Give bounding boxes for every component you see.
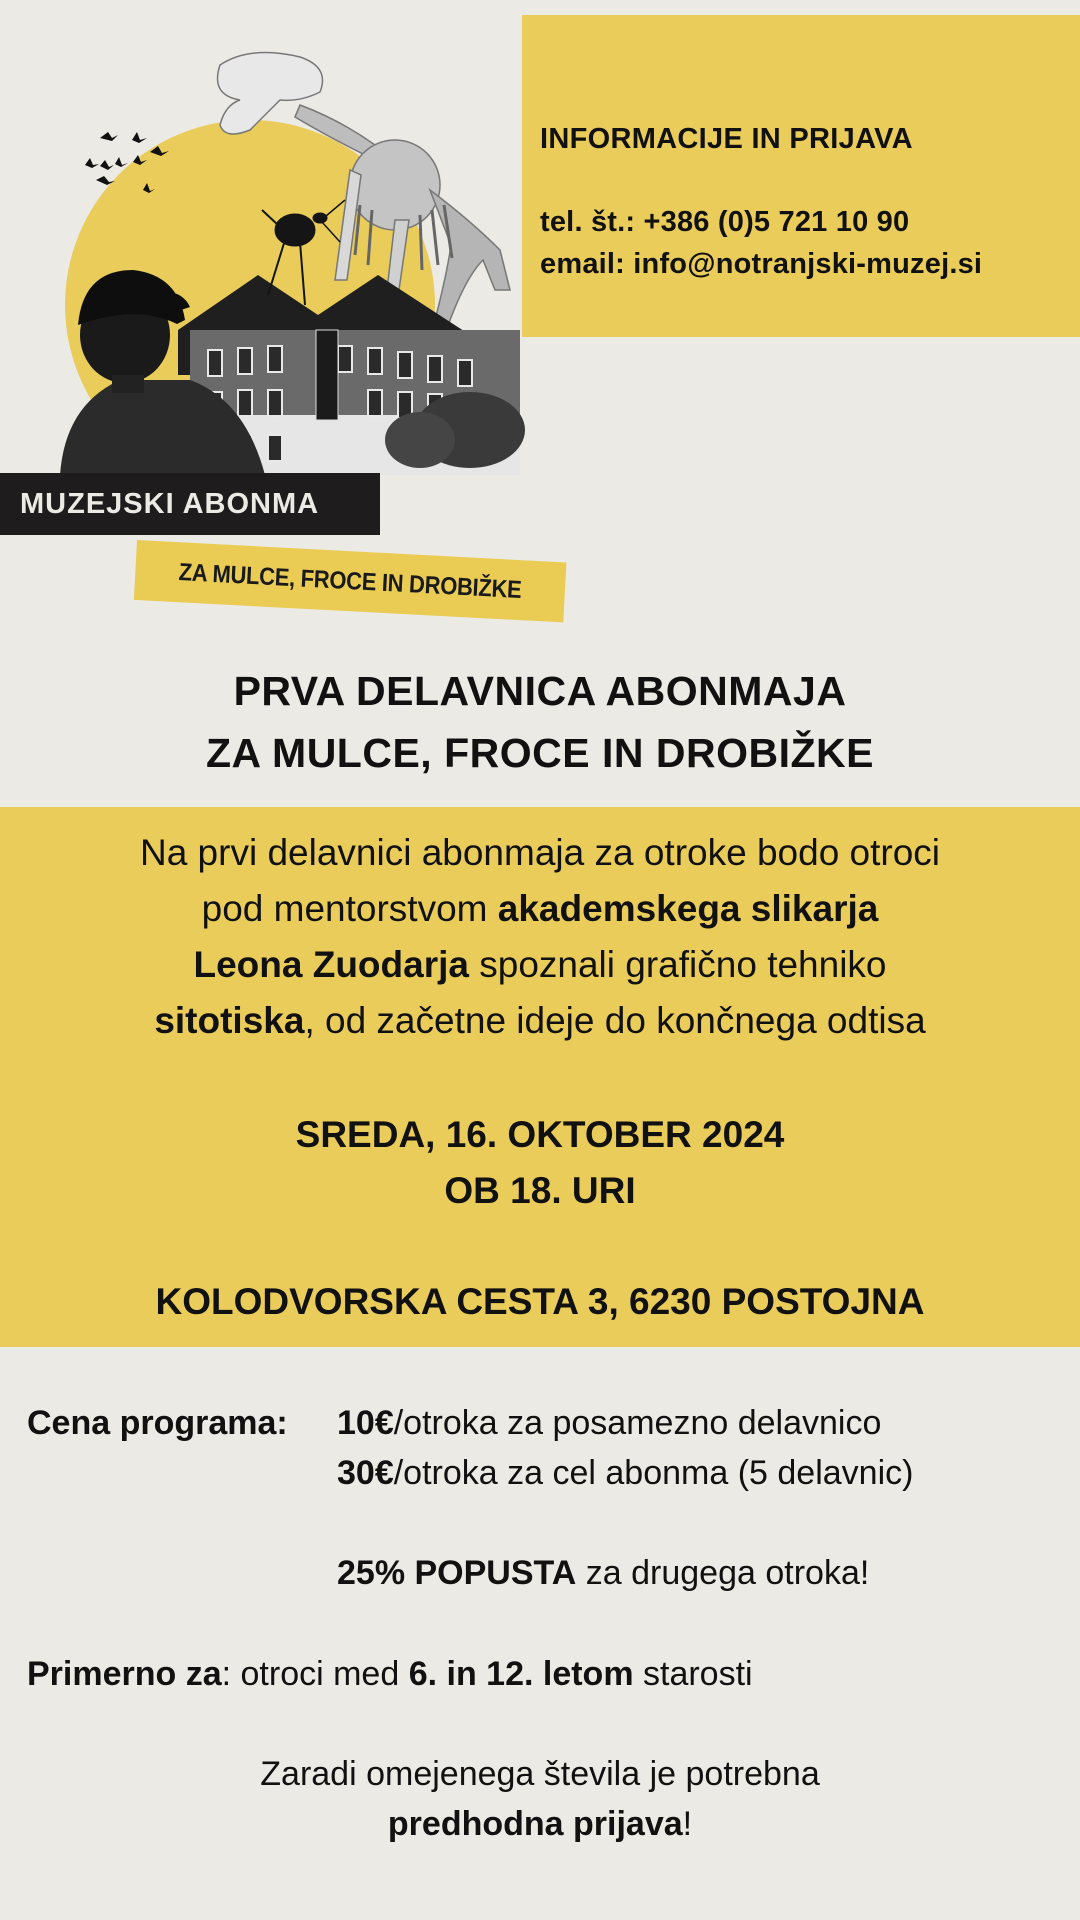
headline	[0, 660, 1080, 784]
info-title: INFORMACIJE IN PRIJAVA	[540, 123, 913, 155]
pricing-label: Cena programa:	[27, 1404, 288, 1442]
poster: INFORMACIJE IN PRIJAVA tel. št.: +386 (0)5 721 10 90 email: info@notranjski-muzej.si MUZEJSKI ABONMA ZA MULCE, FROCE IN DROBIŽKE PRVA DELAVNICA ABONMAJA ZA MULCE, FROCE IN DROBIŽKE Na prvi delavnici abonmaja za otroke bodo otroci pod mentorstvom akademskega slikarja Leona Zuodarja spoznali grafično tehniko sitotiska, od začetne ideje do končnega odtisa SREDA, 16. OKTOBER 2024 OB 18. URI KOLODVORSKA CESTA 3, 6230 POSTOJNA Cena programa: 10€/otroka za posamezno delavnico 30€/otroka za cel abonma (5 delavnic) 25% POPUSTA za drugega otroka! Primerno za: otroci med 6. in 12. letom starosti Zaradi omejenega števila je potrebna predhodna prijava!	[0, 0, 1080, 1920]
banner-subtitle: ZA MULCE, FROCE IN DROBIŽKE	[178, 557, 523, 604]
technique-name: sitotiska	[154, 1000, 305, 1041]
headline-line-2: ZA MULCE, FROCE IN DROBIŽKE	[206, 730, 874, 776]
event-time: OB 18. URI	[444, 1170, 636, 1211]
description-line-4: sitotiska, od začetne ideje do končnega odtisa	[154, 1000, 926, 1041]
registration-required: predhodna prijava	[387, 1805, 683, 1843]
description-line-1: Na prvi delavnici abonmaja za otroke bodo otroci	[139, 832, 941, 873]
email-address[interactable]: email: info@notranjski-muzej.si	[540, 248, 983, 280]
single-price: 10€	[337, 1404, 394, 1442]
banner-subtitle-box	[134, 540, 567, 622]
description-line-3: Leona Zuodarja spoznali grafično tehniko	[193, 944, 887, 985]
headline-line-1: PRVA DELAVNICA ABONMAJA	[233, 668, 847, 714]
event-address: KOLODVORSKA CESTA 3, 6230 POSTOJNA	[155, 1281, 925, 1322]
phone-number[interactable]: tel. št.: +386 (0)5 721 10 90	[540, 206, 910, 238]
audience-label: Primerno za	[27, 1655, 222, 1693]
registration-note: Zaradi omejenega števila je potrebna predhodna prijava!	[260, 1755, 820, 1843]
banner-title: MUZEJSKI ABONMA	[20, 487, 320, 520]
mentor-title: akademskega slikarja	[497, 888, 879, 929]
info-box	[522, 15, 1080, 337]
collage-illustration	[0, 30, 530, 480]
audience-info: Primerno za: otroci med 6. in 12. letom starosti	[27, 1655, 753, 1693]
discount-amount: 25% POPUSTA	[337, 1554, 577, 1592]
mentor-name: Leona Zuodarja	[193, 944, 469, 985]
age-range: 6. in 12. letom	[408, 1655, 634, 1693]
event-date: SREDA, 16. OKTOBER 2024	[295, 1114, 785, 1155]
description-line-2: pod mentorstvom akademskega slikarja	[201, 888, 879, 929]
description	[0, 825, 1080, 1049]
event-datetime	[0, 1107, 1080, 1219]
full-price: 30€	[337, 1454, 394, 1492]
event-details-band	[0, 807, 1080, 1347]
banner-title-box	[0, 473, 380, 535]
